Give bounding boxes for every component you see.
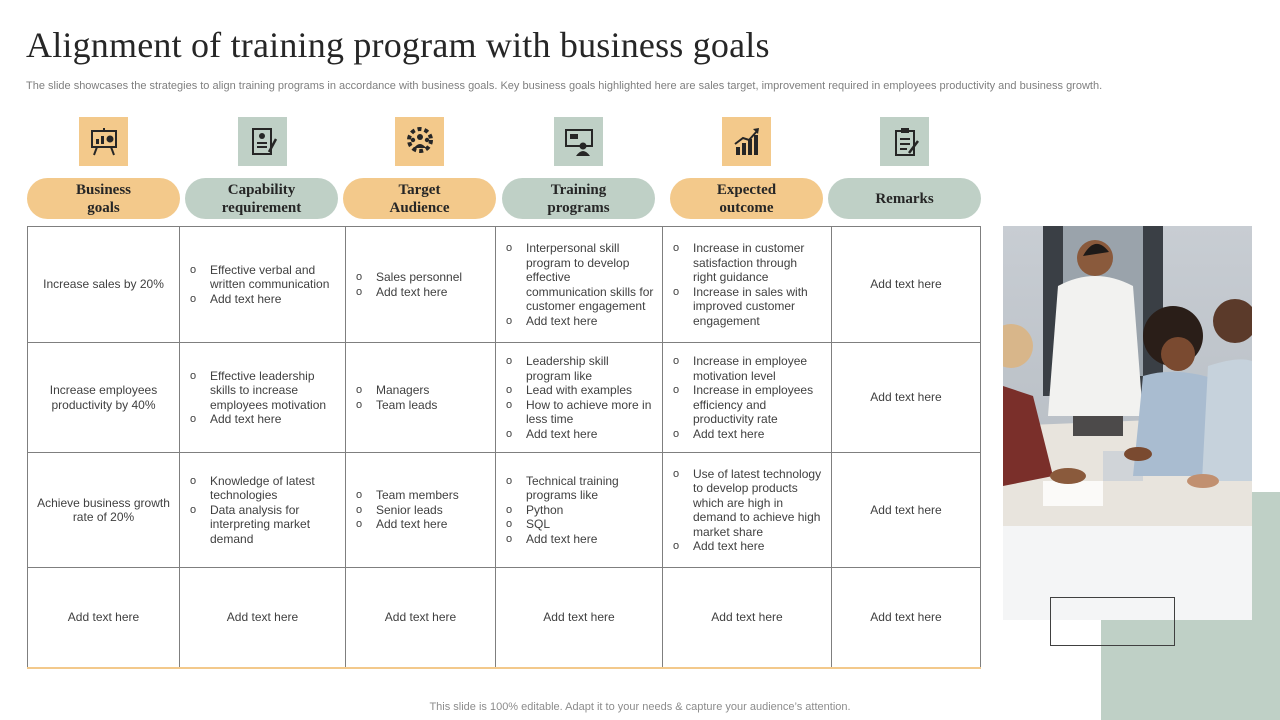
- outcome-cell: [663, 453, 832, 568]
- list-item: o Add text here: [356, 285, 487, 300]
- header-training-programs: Training programs: [502, 178, 655, 219]
- outcome-cell: [663, 227, 832, 343]
- remarks-cell: Add text here: [832, 568, 981, 668]
- page-title: Alignment of training program with business goals: [26, 25, 770, 65]
- list-item: o Data analysis for interpreting market demand: [190, 503, 337, 547]
- capability-cell: [180, 453, 346, 568]
- outcome-cell: Add text here: [663, 568, 832, 668]
- list-item: o Add text here: [506, 427, 654, 442]
- list-item: o Python: [506, 503, 654, 518]
- audience-cell: [346, 453, 496, 568]
- goal-cell: Increase sales by 20%: [28, 227, 180, 343]
- training-cell: Add text here: [496, 568, 663, 668]
- capability-cell: [180, 343, 346, 453]
- list-item: o Effective leadership skills to increase employees motivation: [190, 369, 337, 413]
- list-item: o Increase in customer satisfaction through right guidance: [673, 241, 823, 285]
- goal-cell: Add text here: [28, 568, 180, 668]
- alignment-table: [27, 226, 981, 669]
- list-item: o Increase in employees efficiency and productivity rate: [673, 383, 823, 427]
- list-item: o Sales personnel: [356, 270, 487, 285]
- list-item: o Add text here: [506, 314, 654, 329]
- list-item: o SQL: [506, 517, 654, 532]
- table-row: [28, 343, 981, 453]
- list-item: o Managers: [356, 383, 487, 398]
- list-item: o Team leads: [356, 398, 487, 413]
- list-item: o Increase in sales with improved customer engagement: [673, 285, 823, 329]
- header-capability-requirement: Capability requirement: [185, 178, 338, 219]
- list-item: o Add text here: [356, 517, 487, 532]
- list-item: o Interpersonal skill program to develop effective communication skills for customer engagement: [506, 241, 654, 314]
- list-item: o How to achieve more in less time: [506, 398, 654, 427]
- capability-cell: [180, 227, 346, 343]
- outcome-cell: [663, 343, 832, 453]
- footer-note: This slide is 100% editable. Adapt it to your needs & capture your audience’s attention.: [429, 701, 851, 713]
- list-item: o Effective verbal and written communication: [190, 263, 337, 292]
- online-training-icon: [554, 117, 603, 166]
- page-subtitle: The slide showcases the strategies to align training programs in accordance with business goals. Key business goals highlighted here are sales target, improvement required in employees productivity and business growth.: [26, 80, 1103, 92]
- list-item: o Add text here: [506, 532, 654, 547]
- growth-chart-icon: [722, 117, 771, 166]
- capability-cell: Add text here: [180, 568, 346, 668]
- list-item: o Lead with examples: [506, 383, 654, 398]
- list-item: o Knowledge of latest technologies: [190, 474, 337, 503]
- header-target-audience: Target Audience: [343, 178, 496, 219]
- training-cell: [496, 453, 663, 568]
- list-item: o Increase in employee motivation level: [673, 354, 823, 383]
- list-item: o Senior leads: [356, 503, 487, 518]
- training-cell: [496, 343, 663, 453]
- list-item: o Technical training programs like: [506, 474, 654, 503]
- remarks-cell: Add text here: [832, 343, 981, 453]
- list-item: o Add text here: [190, 412, 337, 427]
- list-item: o Add text here: [190, 292, 337, 307]
- audience-cell: [346, 343, 496, 453]
- table-row: [28, 453, 981, 568]
- team-meeting-photo: [1003, 226, 1252, 620]
- table-row: [28, 568, 981, 668]
- list-item: o Add text here: [673, 427, 823, 442]
- remarks-cell: Add text here: [832, 227, 981, 343]
- header-business-goals: Business goals: [27, 178, 180, 219]
- list-item: o Team members: [356, 488, 487, 503]
- list-item: o Add text here: [673, 539, 823, 554]
- header-expected-outcome: Expected outcome: [670, 178, 823, 219]
- team-gear-icon: [395, 117, 444, 166]
- audience-cell: Add text here: [346, 568, 496, 668]
- header-remarks: Remarks: [828, 178, 981, 219]
- audience-cell: [346, 227, 496, 343]
- list-item: o Leadership skill program like: [506, 354, 654, 383]
- training-cell: [496, 227, 663, 343]
- checklist-document-icon: [238, 117, 287, 166]
- presentation-board-icon: [79, 117, 128, 166]
- decorative-outline-frame: [1050, 597, 1175, 646]
- clipboard-icon: [880, 117, 929, 166]
- remarks-cell: Add text here: [832, 453, 981, 568]
- list-item: o Use of latest technology to develop products which are high in demand to achieve high market share: [673, 467, 823, 540]
- goal-cell: Increase employees productivity by 40%: [28, 343, 180, 453]
- goal-cell: Achieve business growth rate of 20%: [28, 453, 180, 568]
- table-row: [28, 227, 981, 343]
